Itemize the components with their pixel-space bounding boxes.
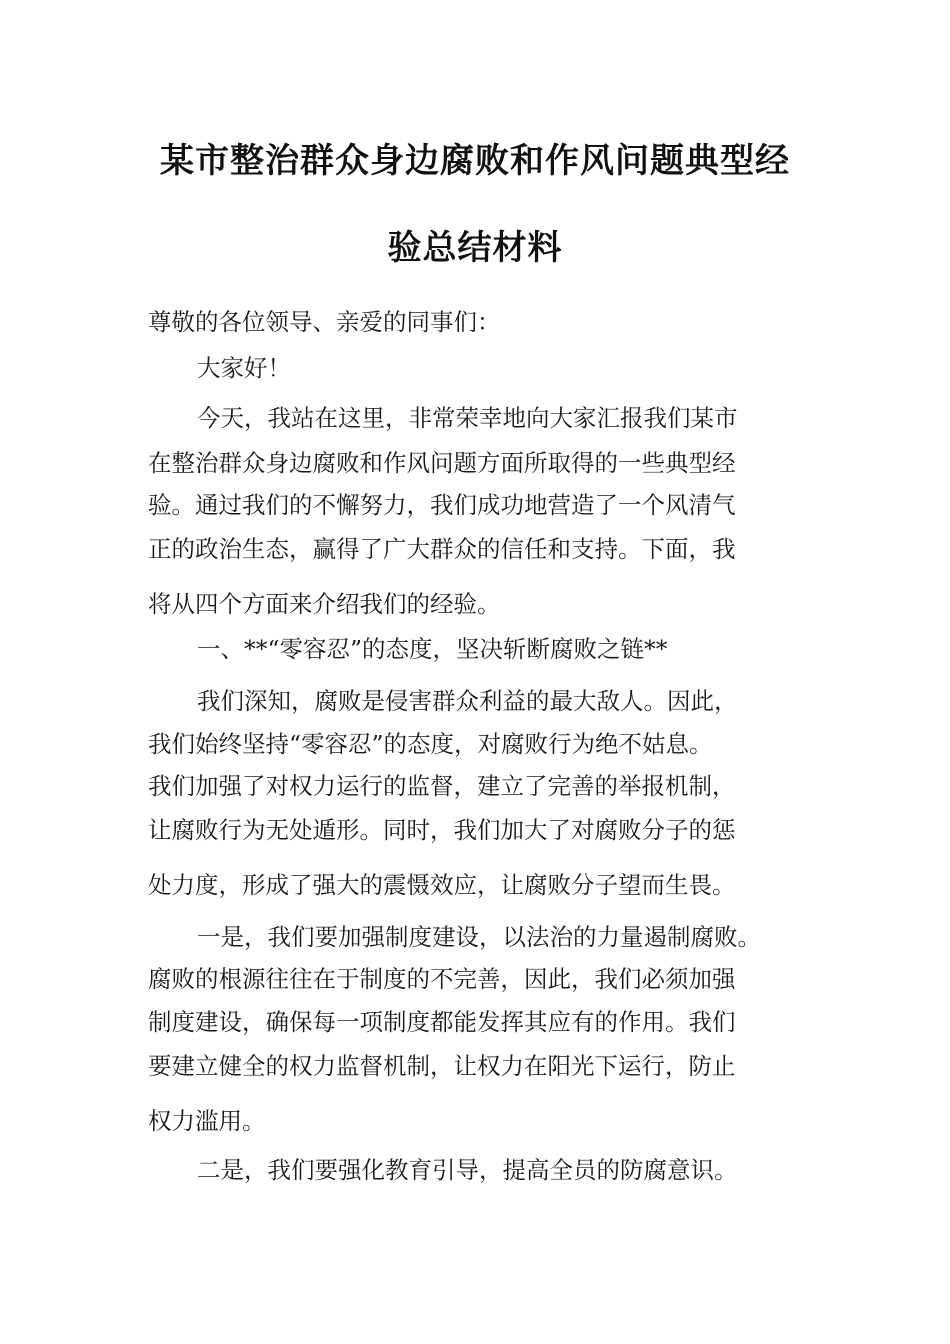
paragraph-line: 我们加强了对权力运行的监督，建立了完善的举报机制， bbox=[148, 772, 736, 800]
paragraph-line: 权力滥用。 bbox=[148, 1107, 266, 1135]
greeting: 大家好！ bbox=[197, 354, 291, 382]
document-title-line-2: 验总结材料 bbox=[387, 228, 563, 268]
paragraph-line: 将从四个方面来介绍我们的经验。 bbox=[148, 590, 501, 618]
section-heading: 一、**“零容忍”的态度，坚决斩断腐败之链** bbox=[197, 635, 668, 663]
paragraph-line: 在整治群众身边腐败和作风问题方面所取得的一些典型经 bbox=[148, 449, 736, 477]
paragraph-line: 要建立健全的权力监督机制，让权力在阳光下运行，防止 bbox=[148, 1052, 736, 1080]
paragraph-line: 二是，我们要强化教育引导，提高全员的防腐意识。 bbox=[197, 1156, 738, 1184]
paragraph-line: 验。通过我们的不懈努力，我们成功地营造了一个风清气 bbox=[148, 491, 736, 519]
paragraph-line: 我们深知，腐败是侵害群众利益的最大敌人。因此， bbox=[197, 687, 738, 715]
paragraph-line: 我们始终坚持“零容忍”的态度，对腐败行为绝不姑息。 bbox=[148, 730, 713, 758]
paragraph-line: 制度建设，确保每一项制度都能发挥其应有的作用。我们 bbox=[148, 1008, 736, 1036]
paragraph-line: 让腐败行为无处遁形。同时，我们加大了对腐败分子的惩 bbox=[148, 816, 736, 844]
paragraph-line: 正的政治生态，赢得了广大群众的信任和支持。下面，我 bbox=[148, 535, 736, 563]
paragraph-line: 处力度，形成了强大的震慑效应，让腐败分子望而生畏。 bbox=[148, 871, 736, 899]
paragraph-line: 腐败的根源往往在于制度的不完善，因此，我们必须加强 bbox=[148, 965, 736, 993]
paragraph-line: 一是，我们要加强制度建设，以法治的力量遏制腐败。 bbox=[197, 923, 761, 951]
paragraph-line: 今天，我站在这里，非常荣幸地向大家汇报我们某市 bbox=[197, 404, 738, 432]
document-title-line-1: 某市整治群众身边腐败和作风问题典型经 bbox=[160, 141, 790, 181]
salutation: 尊敬的各位领导、亲爱的同事们： bbox=[148, 308, 501, 336]
